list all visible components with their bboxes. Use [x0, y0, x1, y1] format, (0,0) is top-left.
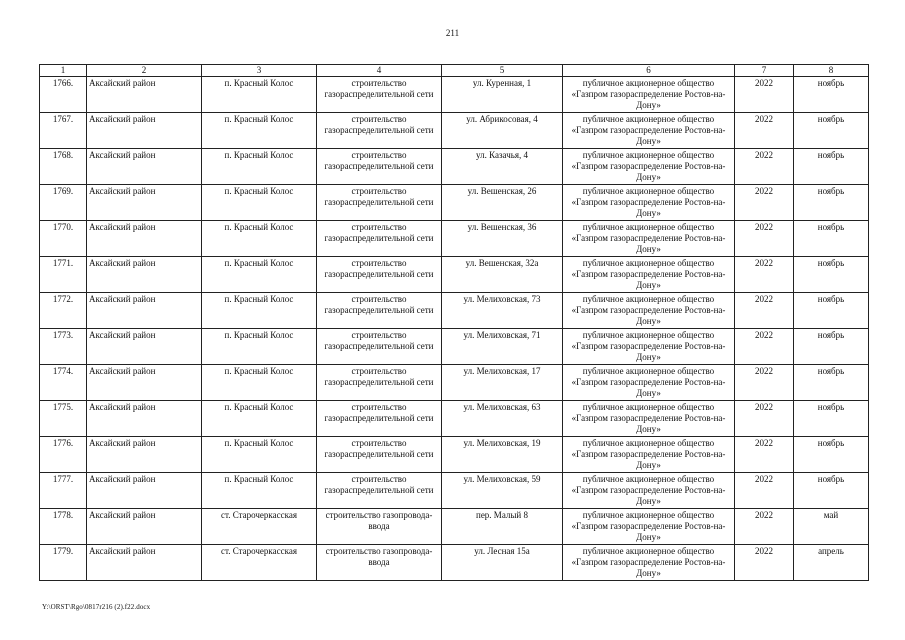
table-row — [40, 293, 869, 329]
district-cell: Аксайский район — [87, 185, 202, 221]
district-cell: Аксайский район — [87, 113, 202, 149]
settlement-cell: п. Красный Колос — [202, 185, 317, 221]
organization-cell: публичное акционерное общество «Газпром газораспределение Ростов-на-Дону» — [563, 77, 735, 113]
column-header: 4 — [317, 65, 442, 77]
organization-cell: публичное акционерное общество «Газпром газораспределение Ростов-на-Дону» — [563, 113, 735, 149]
table-row — [40, 401, 869, 437]
row-number: 1768. — [40, 149, 87, 185]
settlement-cell: п. Красный Колос — [202, 473, 317, 509]
address-cell: ул. Мелиховская, 59 — [442, 473, 563, 509]
organization-cell: публичное акционерное общество «Газпром газораспределение Ростов-на-Дону» — [563, 293, 735, 329]
work-type-cell: строительство газораспределительной сети — [317, 365, 442, 401]
column-header: 3 — [202, 65, 317, 77]
year-cell: 2022 — [735, 293, 794, 329]
month-cell: апрель — [794, 545, 869, 581]
organization-cell: публичное акционерное общество «Газпром газораспределение Ростов-на-Дону» — [563, 545, 735, 581]
organization-cell: публичное акционерное общество «Газпром газораспределение Ростов-на-Дону» — [563, 365, 735, 401]
column-header: 2 — [87, 65, 202, 77]
year-cell: 2022 — [735, 545, 794, 581]
year-cell: 2022 — [735, 437, 794, 473]
organization-cell: публичное акционерное общество «Газпром газораспределение Ростов-на-Дону» — [563, 329, 735, 365]
organization-cell: публичное акционерное общество «Газпром газораспределение Ростов-на-Дону» — [563, 401, 735, 437]
organization-cell: публичное акционерное общество «Газпром газораспределение Ростов-на-Дону» — [563, 257, 735, 293]
settlement-cell: п. Красный Колос — [202, 257, 317, 293]
year-cell: 2022 — [735, 401, 794, 437]
work-type-cell: строительство газораспределительной сети — [317, 329, 442, 365]
month-cell: ноябрь — [794, 221, 869, 257]
work-type-cell: строительство газораспределительной сети — [317, 77, 442, 113]
settlement-cell: п. Красный Колос — [202, 221, 317, 257]
table-row — [40, 509, 869, 545]
district-cell: Аксайский район — [87, 221, 202, 257]
district-cell: Аксайский район — [87, 545, 202, 581]
row-number: 1767. — [40, 113, 87, 149]
column-header: 6 — [563, 65, 735, 77]
district-cell: Аксайский район — [87, 509, 202, 545]
row-number: 1777. — [40, 473, 87, 509]
address-cell: ул. Вешенская, 26 — [442, 185, 563, 221]
settlement-cell: п. Красный Колос — [202, 437, 317, 473]
address-cell: ул. Мелиховская, 17 — [442, 365, 563, 401]
organization-cell: публичное акционерное общество «Газпром газораспределение Ростов-на-Дону» — [563, 473, 735, 509]
address-cell: ул. Абрикосовая, 4 — [442, 113, 563, 149]
row-number: 1776. — [40, 437, 87, 473]
month-cell: ноябрь — [794, 329, 869, 365]
address-cell: ул. Казачья, 4 — [442, 149, 563, 185]
address-cell: ул. Вешенская, 32а — [442, 257, 563, 293]
row-number: 1775. — [40, 401, 87, 437]
organization-cell: публичное акционерное общество «Газпром газораспределение Ростов-на-Дону» — [563, 509, 735, 545]
district-cell: Аксайский район — [87, 77, 202, 113]
year-cell: 2022 — [735, 509, 794, 545]
column-header: 1 — [40, 65, 87, 77]
month-cell: ноябрь — [794, 113, 869, 149]
settlement-cell: п. Красный Колос — [202, 329, 317, 365]
work-type-cell: строительство газораспределительной сети — [317, 257, 442, 293]
table-row — [40, 77, 869, 113]
year-cell: 2022 — [735, 113, 794, 149]
header-row — [40, 65, 869, 77]
table-row — [40, 113, 869, 149]
table-row — [40, 329, 869, 365]
year-cell: 2022 — [735, 473, 794, 509]
settlement-cell: п. Красный Колос — [202, 77, 317, 113]
table-row — [40, 365, 869, 401]
work-type-cell: строительство газораспределительной сети — [317, 185, 442, 221]
month-cell: ноябрь — [794, 365, 869, 401]
work-type-cell: строительство газораспределительной сети — [317, 221, 442, 257]
organization-cell: публичное акционерное общество «Газпром газораспределение Ростов-на-Дону» — [563, 149, 735, 185]
row-number: 1779. — [40, 545, 87, 581]
year-cell: 2022 — [735, 365, 794, 401]
year-cell: 2022 — [735, 77, 794, 113]
table-row — [40, 185, 869, 221]
address-cell: ул. Лесная 15а — [442, 545, 563, 581]
table-row — [40, 545, 869, 581]
table-row — [40, 221, 869, 257]
row-number: 1766. — [40, 77, 87, 113]
work-type-cell: строительство газораспределительной сети — [317, 149, 442, 185]
address-cell: ул. Куренная, 1 — [442, 77, 563, 113]
district-cell: Аксайский район — [87, 329, 202, 365]
column-header: 8 — [794, 65, 869, 77]
work-type-cell: строительство газораспределительной сети — [317, 113, 442, 149]
district-cell: Аксайский район — [87, 473, 202, 509]
work-type-cell: строительство газораспределительной сети — [317, 401, 442, 437]
address-cell: ул. Мелиховская, 71 — [442, 329, 563, 365]
work-type-cell: строительство газораспределительной сети — [317, 437, 442, 473]
table-row — [40, 437, 869, 473]
work-type-cell: строительство газопровода-ввода — [317, 509, 442, 545]
month-cell: ноябрь — [794, 185, 869, 221]
address-cell: ул. Мелиховская, 73 — [442, 293, 563, 329]
year-cell: 2022 — [735, 221, 794, 257]
month-cell: ноябрь — [794, 149, 869, 185]
settlement-cell: п. Красный Колос — [202, 293, 317, 329]
settlement-cell: п. Красный Колос — [202, 401, 317, 437]
organization-cell: публичное акционерное общество «Газпром газораспределение Ростов-на-Дону» — [563, 437, 735, 473]
settlement-cell: ст. Старочеркасская — [202, 545, 317, 581]
district-cell: Аксайский район — [87, 401, 202, 437]
settlement-cell: п. Красный Колос — [202, 149, 317, 185]
month-cell: ноябрь — [794, 257, 869, 293]
settlement-cell: ст. Старочеркасская — [202, 509, 317, 545]
work-type-cell: строительство газопровода-ввода — [317, 545, 442, 581]
row-number: 1772. — [40, 293, 87, 329]
month-cell: ноябрь — [794, 401, 869, 437]
district-cell: Аксайский район — [87, 149, 202, 185]
work-type-cell: строительство газораспределительной сети — [317, 293, 442, 329]
column-header: 7 — [735, 65, 794, 77]
district-cell: Аксайский район — [87, 257, 202, 293]
address-cell: ул. Вешенская, 36 — [442, 221, 563, 257]
row-number: 1778. — [40, 509, 87, 545]
address-cell: ул. Мелиховская, 19 — [442, 437, 563, 473]
work-type-cell: строительство газораспределительной сети — [317, 473, 442, 509]
settlement-cell: п. Красный Колос — [202, 113, 317, 149]
row-number: 1769. — [40, 185, 87, 221]
month-cell: ноябрь — [794, 473, 869, 509]
district-cell: Аксайский район — [87, 365, 202, 401]
organization-cell: публичное акционерное общество «Газпром газораспределение Ростов-на-Дону» — [563, 221, 735, 257]
year-cell: 2022 — [735, 149, 794, 185]
month-cell: ноябрь — [794, 77, 869, 113]
row-number: 1770. — [40, 221, 87, 257]
year-cell: 2022 — [735, 329, 794, 365]
address-cell: ул. Мелиховская, 63 — [442, 401, 563, 437]
year-cell: 2022 — [735, 185, 794, 221]
month-cell: май — [794, 509, 869, 545]
page-number: 211 — [445, 28, 460, 38]
district-cell: Аксайский район — [87, 437, 202, 473]
table-row — [40, 257, 869, 293]
schedule-table — [39, 64, 869, 581]
district-cell: Аксайский район — [87, 293, 202, 329]
month-cell: ноябрь — [794, 293, 869, 329]
row-number: 1771. — [40, 257, 87, 293]
column-header: 5 — [442, 65, 563, 77]
year-cell: 2022 — [735, 257, 794, 293]
organization-cell: публичное акционерное общество «Газпром газораспределение Ростов-на-Дону» — [563, 185, 735, 221]
row-number: 1773. — [40, 329, 87, 365]
table-row — [40, 473, 869, 509]
table-row — [40, 149, 869, 185]
file-path-footer: Y:\ORST\Rgo\0817r216 (2).f22.docx — [42, 603, 151, 611]
month-cell: ноябрь — [794, 437, 869, 473]
settlement-cell: п. Красный Колос — [202, 365, 317, 401]
table-body — [40, 77, 869, 581]
address-cell: пер. Малый 8 — [442, 509, 563, 545]
row-number: 1774. — [40, 365, 87, 401]
